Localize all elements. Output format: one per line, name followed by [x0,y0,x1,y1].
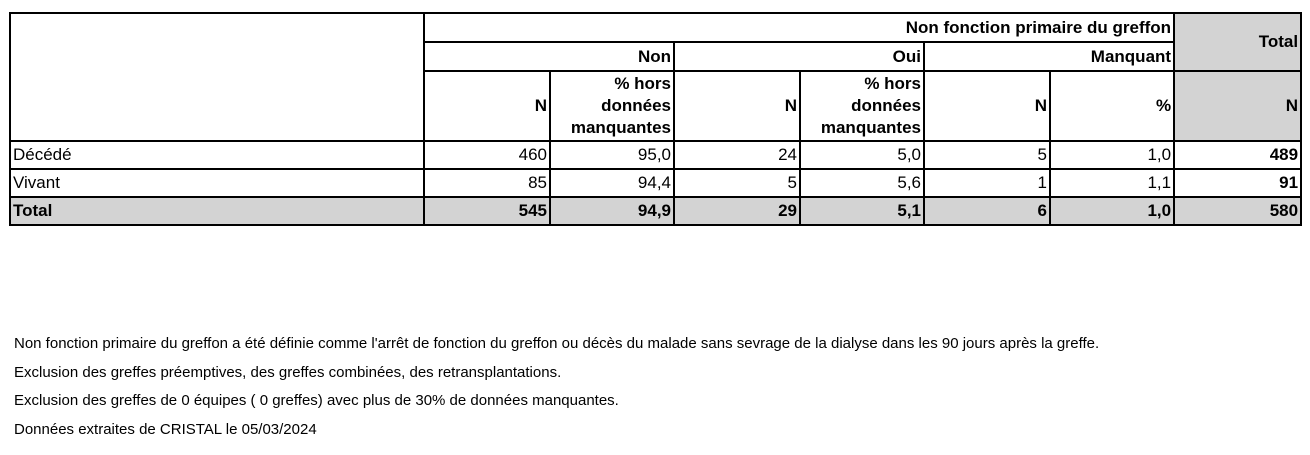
total-cell: 6 [924,197,1050,225]
footnote: Données extraites de CRISTAL le 05/03/2024 [14,420,317,438]
grand-total-cell: 580 [1174,197,1301,225]
total-row [10,197,1301,225]
results-table [9,12,1302,226]
total-cell: 5,1 [800,197,924,225]
table-cell: 1,1 [1050,169,1174,197]
table-cell: 95,0 [550,141,674,169]
row-label: Vivant [10,169,424,197]
col-header-pct: % hors données manquantes [800,71,924,141]
footnote: Exclusion des greffes préemptives, des greffes combinées, des retransplantations. [14,363,562,381]
table-cell: 85 [424,169,550,197]
table-cell: 5,6 [800,169,924,197]
col-header-pct: % hors données manquantes [550,71,674,141]
total-cell: 1,0 [1050,197,1174,225]
table-row [10,141,1301,169]
footnotes [14,330,1099,444]
table-cell: 1,0 [1050,141,1174,169]
table-cell: 94,4 [550,169,674,197]
table-cell: 1 [924,169,1050,197]
subgroup-oui: Oui [674,42,924,71]
footnote: Non fonction primaire du greffon a été définie comme l'arrêt de fonction du greffon ou décès du malade sans sevrage de la dialyse dans les 90 jours après la greffe. [14,335,1100,352]
col-header-pct: % [1050,71,1174,141]
row-total-cell: 91 [1174,169,1301,197]
row-total-cell: 489 [1174,141,1301,169]
table-row [10,169,1301,197]
table-cell: 24 [674,141,800,169]
total-cell: 29 [674,197,800,225]
total-cell: 94,9 [550,197,674,225]
header-row-1 [10,13,1301,42]
col-header-n: N [674,71,800,141]
total-cell: 545 [424,197,550,225]
col-header-total-n: N [1174,71,1301,141]
group-title: Non fonction primaire du greffon [424,13,1174,42]
table-cell: 5 [924,141,1050,169]
table-cell: 5 [674,169,800,197]
total-title: Total [1174,13,1301,71]
col-header-n: N [924,71,1050,141]
header-corner-cell [10,13,424,141]
table-cell: 5,0 [800,141,924,169]
col-header-n: N [424,71,550,141]
row-label: Décédé [10,141,424,169]
table-cell: 460 [424,141,550,169]
subgroup-non: Non [424,42,674,71]
subgroup-manquant: Manquant [924,42,1174,71]
footnote: Exclusion des greffes de 0 équipes ( 0 greffes) avec plus de 30% de données manquantes. [14,392,619,409]
total-row-label: Total [10,197,424,225]
